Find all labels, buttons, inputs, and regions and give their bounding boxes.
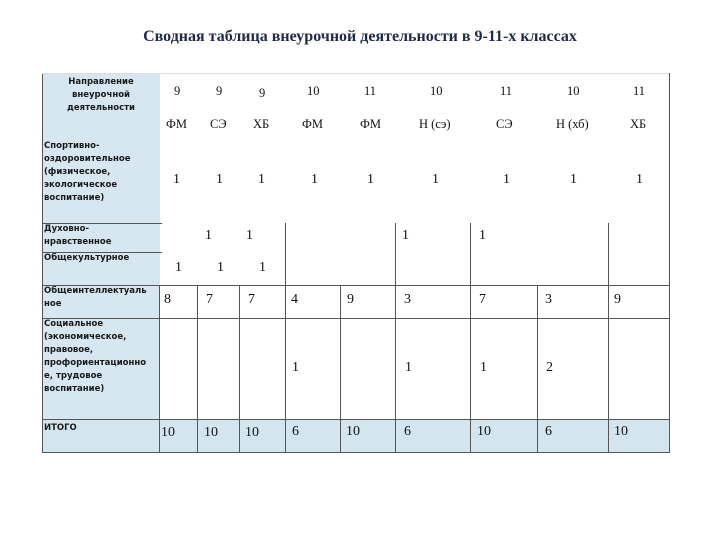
table-cell: 1 bbox=[175, 260, 182, 275]
table-cell: 1 bbox=[636, 172, 643, 187]
row-label: Социальное (экономическое, правовое, профориентационно e, трудовое воспитание) bbox=[44, 319, 147, 394]
table-cell: 3 bbox=[404, 292, 411, 307]
table-cell: 1 bbox=[173, 172, 180, 187]
table-cell: 10 bbox=[346, 424, 360, 439]
table-cell: 2 bbox=[546, 360, 553, 375]
grade-cell: 10 bbox=[567, 84, 580, 98]
table-cell: 1 bbox=[367, 172, 374, 187]
table-cell: 1 bbox=[311, 172, 318, 187]
table-cell: 1 bbox=[570, 172, 577, 187]
row-label: Духовно- нравственное bbox=[44, 224, 112, 247]
table-cell: 1 bbox=[217, 260, 224, 275]
grade-cell: 11 bbox=[633, 84, 646, 98]
profile-cell: ФМ bbox=[166, 117, 187, 131]
grade-cell: 11 bbox=[364, 84, 377, 98]
grid-line bbox=[42, 318, 669, 319]
table-cell: 1 bbox=[205, 228, 212, 243]
grade-cell: 10 bbox=[307, 84, 320, 98]
table-cell: 1 bbox=[432, 172, 439, 187]
grid-line bbox=[42, 73, 669, 74]
row-label: Общекультурное bbox=[44, 253, 130, 263]
grid-line bbox=[239, 285, 240, 453]
table-cell: 10 bbox=[245, 425, 259, 440]
grade-cell: 9 bbox=[216, 84, 223, 98]
table-cell: 10 bbox=[204, 425, 218, 440]
table-cell: 1 bbox=[216, 172, 223, 187]
table-cell: 10 bbox=[614, 424, 628, 439]
table-cell: 7 bbox=[479, 292, 486, 307]
grid-line bbox=[42, 223, 162, 224]
grid-line bbox=[537, 285, 538, 453]
table-cell: 7 bbox=[206, 292, 213, 307]
table-cell: 1 bbox=[258, 172, 265, 187]
profile-cell: ФМ bbox=[302, 117, 323, 131]
grade-cell: 10 bbox=[430, 84, 443, 98]
grid-line bbox=[42, 419, 669, 420]
table-cell: 1 bbox=[402, 228, 409, 243]
table-cell: 3 bbox=[545, 292, 552, 307]
grid-line bbox=[42, 285, 669, 286]
grade-cell: 9 bbox=[259, 86, 266, 100]
table-cell: 4 bbox=[291, 292, 298, 307]
profile-cell: СЭ bbox=[210, 117, 227, 131]
table-cell: 1 bbox=[292, 360, 299, 375]
profile-cell: ХБ bbox=[630, 117, 647, 131]
table-cell: 1 bbox=[480, 360, 487, 375]
grade-cell: 11 bbox=[500, 84, 513, 98]
table-cell: 6 bbox=[292, 424, 299, 439]
profile-cell: СЭ bbox=[496, 117, 513, 131]
profile-cell: Н (хб) bbox=[556, 117, 589, 131]
profile-cell: Н (сэ) bbox=[419, 117, 451, 131]
grid-line bbox=[197, 285, 198, 453]
grade-cell: 9 bbox=[174, 84, 181, 98]
grid-line bbox=[669, 73, 670, 453]
grid-line bbox=[340, 285, 341, 453]
grid-line bbox=[159, 285, 160, 453]
page-title: Сводная таблица внеурочной деятельности в 9-11-х классах bbox=[143, 28, 577, 45]
table-cell: 8 bbox=[164, 292, 171, 307]
grid-line bbox=[42, 252, 162, 253]
table-cell: 9 bbox=[347, 292, 354, 307]
table-cell: 1 bbox=[246, 228, 253, 243]
table-cell: 1 bbox=[503, 172, 510, 187]
profile-cell: ФМ bbox=[360, 117, 381, 131]
grid-line bbox=[42, 452, 669, 453]
table-cell: 7 bbox=[248, 292, 255, 307]
table-cell: 10 bbox=[161, 425, 175, 440]
corner-label: Направление внеурочной деятельности bbox=[66, 77, 135, 113]
table-cell: 6 bbox=[404, 424, 411, 439]
profile-cell: ХБ bbox=[253, 117, 270, 131]
table-cell: 1 bbox=[259, 260, 266, 275]
table-cell: 10 bbox=[477, 424, 491, 439]
row-label: ИТОГО bbox=[44, 423, 77, 433]
row-label: Общеинтеллектуаль ное bbox=[44, 286, 147, 309]
table-cell: 9 bbox=[614, 292, 621, 307]
table-cell: 1 bbox=[479, 228, 486, 243]
table-cell: 1 bbox=[405, 360, 412, 375]
grid-line bbox=[42, 73, 43, 453]
row-label: Спортивно- оздоровительное (физическое, экологическое воспитание) bbox=[44, 141, 131, 203]
table-cell: 6 bbox=[545, 424, 552, 439]
